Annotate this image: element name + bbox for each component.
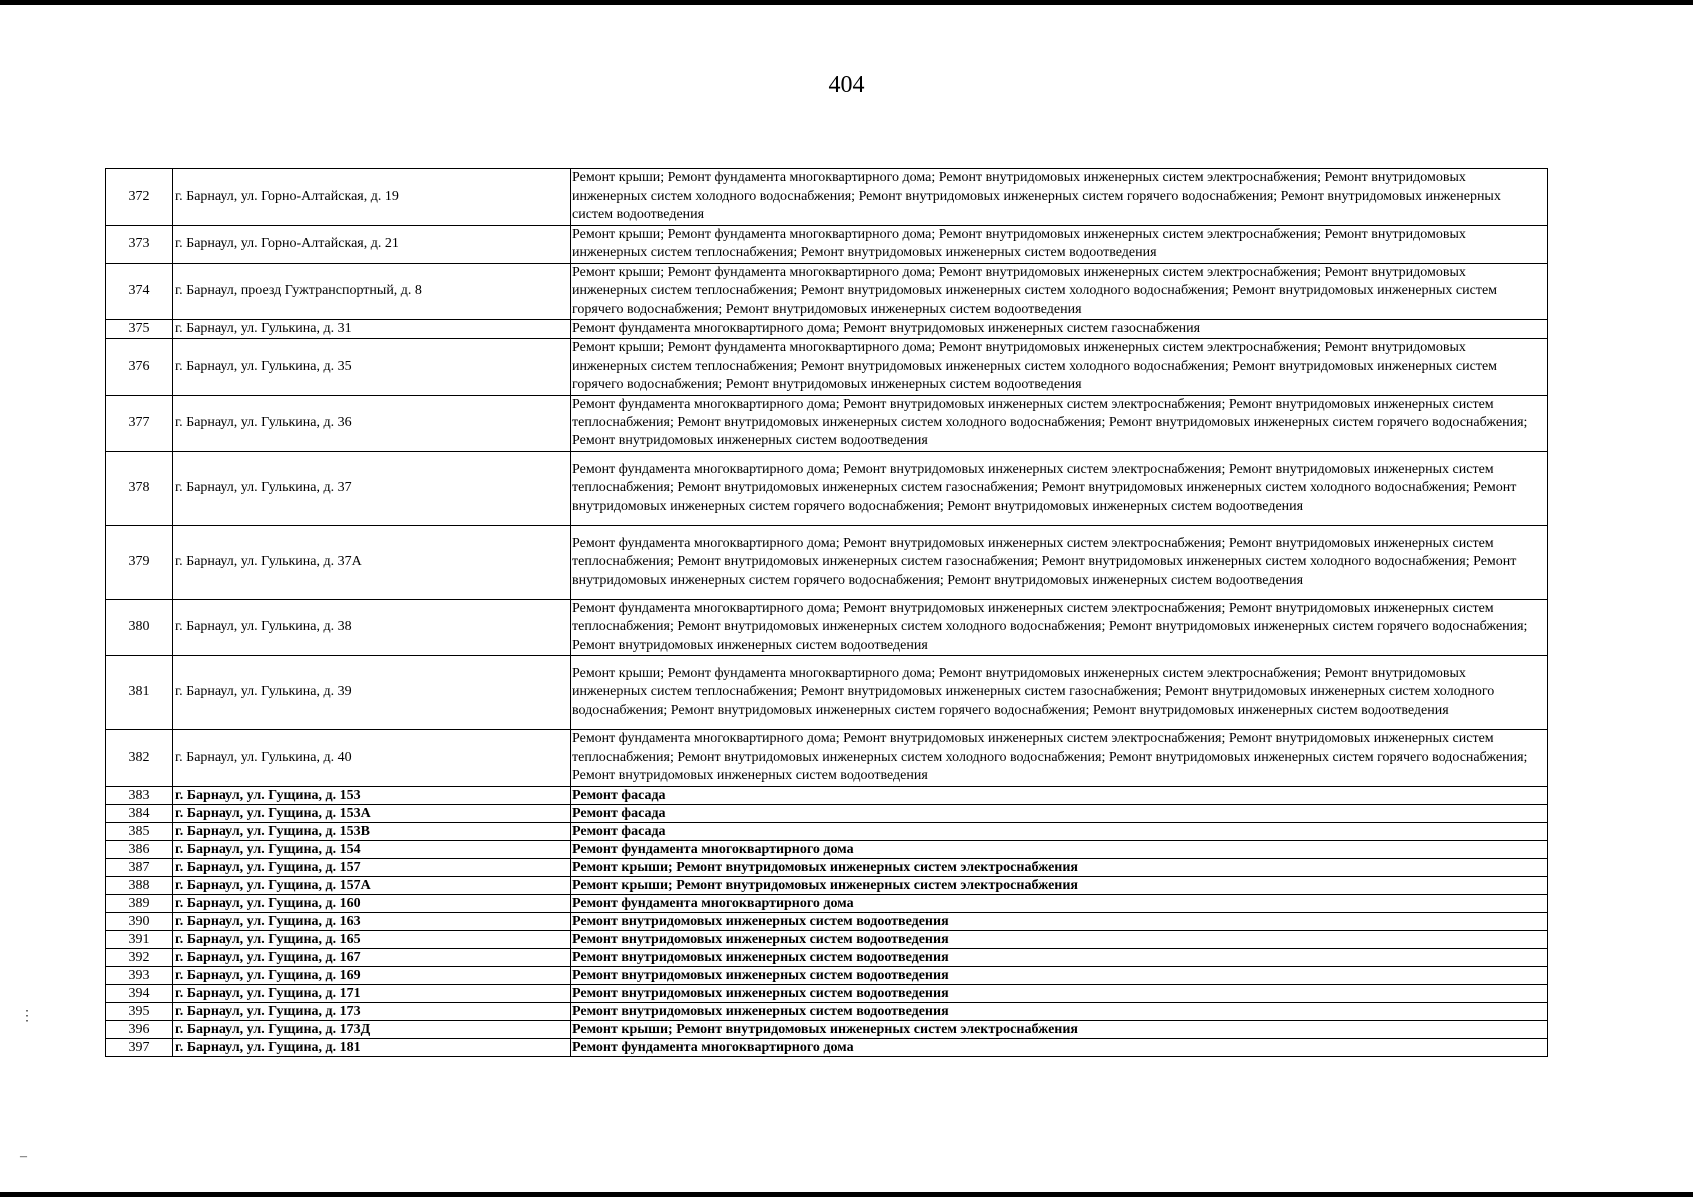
address-cell: г. Барнаул, ул. Гущина, д. 163 (173, 913, 571, 931)
row-number-cell: 386 (106, 841, 173, 859)
row-number-cell: 375 (106, 320, 173, 339)
work-description-cell: Ремонт крыши; Ремонт фундамента многоквартирного дома; Ремонт внутридомовых инженерных систем электроснабжения; Ремонт внутридомовых инженерных систем теплоснабжения; Ремонт внутридомовых инженерных систем холодного водоснабжения; Ремонт внутридомовых инженерных систем горячего водоснабжения; Ремонт внутридомовых инженерных систем водоотведения (571, 339, 1548, 395)
address-cell: г. Барнаул, ул. Гущина, д. 171 (173, 985, 571, 1003)
address-cell: г. Барнаул, ул. Гущина, д. 157 (173, 859, 571, 877)
row-number-cell: 373 (106, 226, 173, 264)
row-number-cell: 392 (106, 949, 173, 967)
work-description-cell: Ремонт фундамента многоквартирного дома (571, 895, 1548, 913)
row-number-cell: 383 (106, 787, 173, 805)
address-cell: г. Барнаул, проезд Гужтранспортный, д. 8 (173, 263, 571, 319)
row-number-cell: 382 (106, 730, 173, 787)
work-description-cell: Ремонт крыши; Ремонт фундамента многоквартирного дома; Ремонт внутридомовых инженерных систем электроснабжения; Ремонт внутридомовых инженерных систем холодного водоснабжения; Ремонт внутридомовых инженерных систем горячего водоснабжения; Ремонт внутридомовых инженерных систем водоотведения (571, 169, 1548, 226)
work-description-cell: Ремонт внутридомовых инженерных систем водоотведения (571, 1003, 1548, 1021)
table-row (106, 226, 1548, 264)
table-row (106, 599, 1548, 655)
table-row (106, 895, 1548, 913)
row-number-cell: 390 (106, 913, 173, 931)
address-cell: г. Барнаул, ул. Гущина, д. 169 (173, 967, 571, 985)
address-cell: г. Барнаул, ул. Гущина, д. 173 (173, 1003, 571, 1021)
work-description-cell: Ремонт фундамента многоквартирного дома (571, 1039, 1548, 1057)
table-row (106, 169, 1548, 226)
work-description-cell: Ремонт крыши; Ремонт фундамента многоквартирного дома; Ремонт внутридомовых инженерных систем электроснабжения; Ремонт внутридомовых инженерных систем теплоснабжения; Ремонт внутридомовых инженерных систем газоснабжения; Ремонт внутридомовых инженерных систем холодного водоснабжения; Ремонт внутридомовых инженерных систем горячего водоснабжения; Ремонт внутридомовых инженерных систем водоотведения (571, 656, 1548, 730)
top-rule (0, 0, 1693, 5)
address-cell: г. Барнаул, ул. Гущина, д. 157А (173, 877, 571, 895)
work-description-cell: Ремонт фасада (571, 805, 1548, 823)
table-row (106, 1039, 1548, 1057)
address-cell: г. Барнаул, ул. Гущина, д. 165 (173, 931, 571, 949)
work-description-cell: Ремонт фундамента многоквартирного дома (571, 841, 1548, 859)
work-description-cell: Ремонт фундамента многоквартирного дома; Ремонт внутридомовых инженерных систем электроснабжения; Ремонт внутридомовых инженерных систем теплоснабжения; Ремонт внутридомовых инженерных систем газоснабжения; Ремонт внутридомовых инженерных систем холодного водоснабжения; Ремонт внутридомовых инженерных систем горячего водоснабжения; Ремонт внутридомовых инженерных систем водоотведения (571, 525, 1548, 599)
table-row (106, 949, 1548, 967)
address-cell: г. Барнаул, ул. Горно-Алтайская, д. 19 (173, 169, 571, 226)
table-row (106, 931, 1548, 949)
address-cell: г. Барнаул, ул. Горно-Алтайская, д. 21 (173, 226, 571, 264)
table-row (106, 730, 1548, 787)
address-cell: г. Барнаул, ул. Гущина, д. 167 (173, 949, 571, 967)
row-number-cell: 378 (106, 451, 173, 525)
table-row (106, 913, 1548, 931)
table-row (106, 823, 1548, 841)
address-cell: г. Барнаул, ул. Гулькина, д. 35 (173, 339, 571, 395)
row-number-cell: 389 (106, 895, 173, 913)
table-row (106, 339, 1548, 395)
table-row (106, 787, 1548, 805)
margin-mark: ⋮ (20, 1009, 34, 1024)
work-description-cell: Ремонт внутридомовых инженерных систем водоотведения (571, 967, 1548, 985)
row-number-cell: 387 (106, 859, 173, 877)
work-description-cell: Ремонт внутридомовых инженерных систем водоотведения (571, 931, 1548, 949)
address-cell: г. Барнаул, ул. Гулькина, д. 38 (173, 599, 571, 655)
row-number-cell: 391 (106, 931, 173, 949)
work-description-cell: Ремонт крыши; Ремонт внутридомовых инженерных систем электроснабжения (571, 859, 1548, 877)
address-cell: г. Барнаул, ул. Гущина, д. 173Д (173, 1021, 571, 1039)
table-row (106, 877, 1548, 895)
work-description-cell: Ремонт фундамента многоквартирного дома; Ремонт внутридомовых инженерных систем электроснабжения; Ремонт внутридомовых инженерных систем теплоснабжения; Ремонт внутридомовых инженерных систем газоснабжения; Ремонт внутридомовых инженерных систем холодного водоснабжения; Ремонт внутридомовых инженерных систем горячего водоснабжения; Ремонт внутридомовых инженерных систем водоотведения (571, 451, 1548, 525)
row-number-cell: 377 (106, 395, 173, 451)
table-row (106, 451, 1548, 525)
address-cell: г. Барнаул, ул. Гулькина, д. 37 (173, 451, 571, 525)
row-number-cell: 380 (106, 599, 173, 655)
table-row (106, 985, 1548, 1003)
work-description-cell: Ремонт крыши; Ремонт внутридомовых инженерных систем электроснабжения (571, 877, 1548, 895)
work-description-cell: Ремонт внутридомовых инженерных систем водоотведения (571, 913, 1548, 931)
work-description-cell: Ремонт крыши; Ремонт фундамента многоквартирного дома; Ремонт внутридомовых инженерных систем электроснабжения; Ремонт внутридомовых инженерных систем теплоснабжения; Ремонт внутридомовых инженерных систем водоотведения (571, 226, 1548, 264)
address-cell: г. Барнаул, ул. Гулькина, д. 39 (173, 656, 571, 730)
table-body (106, 169, 1548, 1057)
row-number-cell: 394 (106, 985, 173, 1003)
address-cell: г. Барнаул, ул. Гулькина, д. 37А (173, 525, 571, 599)
address-cell: г. Барнаул, ул. Гулькина, д. 40 (173, 730, 571, 787)
address-cell: г. Барнаул, ул. Гущина, д. 153В (173, 823, 571, 841)
margin-mark: – (20, 1149, 27, 1164)
table-row (106, 263, 1548, 319)
row-number-cell: 393 (106, 967, 173, 985)
work-description-cell: Ремонт внутридомовых инженерных систем водоотведения (571, 985, 1548, 1003)
work-description-cell: Ремонт крыши; Ремонт фундамента многоквартирного дома; Ремонт внутридомовых инженерных систем электроснабжения; Ремонт внутридомовых инженерных систем теплоснабжения; Ремонт внутридомовых инженерных систем холодного водоснабжения; Ремонт внутридомовых инженерных систем горячего водоснабжения; Ремонт внутридомовых инженерных систем водоотведения (571, 263, 1548, 319)
row-number-cell: 381 (106, 656, 173, 730)
row-number-cell: 396 (106, 1021, 173, 1039)
row-number-cell: 395 (106, 1003, 173, 1021)
table-row (106, 525, 1548, 599)
address-cell: г. Барнаул, ул. Гущина, д. 153 (173, 787, 571, 805)
table-row (106, 656, 1548, 730)
table-row (106, 1021, 1548, 1039)
page-number: 404 (828, 72, 865, 98)
table-row (106, 967, 1548, 985)
row-number-cell: 376 (106, 339, 173, 395)
table-row (106, 1003, 1548, 1021)
table-row (106, 320, 1548, 339)
work-description-cell: Ремонт фундамента многоквартирного дома; Ремонт внутридомовых инженерных систем электроснабжения; Ремонт внутридомовых инженерных систем теплоснабжения; Ремонт внутридомовых инженерных систем холодного водоснабжения; Ремонт внутридомовых инженерных систем горячего водоснабжения; Ремонт внутридомовых инженерных систем водоотведения (571, 730, 1548, 787)
table-row (106, 805, 1548, 823)
row-number-cell: 385 (106, 823, 173, 841)
row-number-cell: 379 (106, 525, 173, 599)
row-number-cell: 384 (106, 805, 173, 823)
row-number-cell: 372 (106, 169, 173, 226)
work-description-cell: Ремонт фундамента многоквартирного дома; Ремонт внутридомовых инженерных систем электроснабжения; Ремонт внутридомовых инженерных систем теплоснабжения; Ремонт внутридомовых инженерных систем холодного водоснабжения; Ремонт внутридомовых инженерных систем горячего водоснабжения; Ремонт внутридомовых инженерных систем водоотведения (571, 395, 1548, 451)
work-description-cell: Ремонт фундамента многоквартирного дома; Ремонт внутридомовых инженерных систем электроснабжения; Ремонт внутридомовых инженерных систем теплоснабжения; Ремонт внутридомовых инженерных систем холодного водоснабжения; Ремонт внутридомовых инженерных систем горячего водоснабжения; Ремонт внутридомовых инженерных систем водоотведения (571, 599, 1548, 655)
row-number-cell: 397 (106, 1039, 173, 1057)
work-description-cell: Ремонт крыши; Ремонт внутридомовых инженерных систем электроснабжения (571, 1021, 1548, 1039)
work-description-cell: Ремонт внутридомовых инженерных систем водоотведения (571, 949, 1548, 967)
address-cell: г. Барнаул, ул. Гущина, д. 160 (173, 895, 571, 913)
address-cell: г. Барнаул, ул. Гулькина, д. 36 (173, 395, 571, 451)
work-description-cell: Ремонт фасада (571, 787, 1548, 805)
address-cell: г. Барнаул, ул. Гулькина, д. 31 (173, 320, 571, 339)
address-cell: г. Барнаул, ул. Гущина, д. 153А (173, 805, 571, 823)
table-row (106, 841, 1548, 859)
address-cell: г. Барнаул, ул. Гущина, д. 181 (173, 1039, 571, 1057)
table-row (106, 859, 1548, 877)
work-description-cell: Ремонт фундамента многоквартирного дома; Ремонт внутридомовых инженерных систем газоснабжения (571, 320, 1548, 339)
work-description-cell: Ремонт фасада (571, 823, 1548, 841)
table-row (106, 395, 1548, 451)
bottom-rule (0, 1192, 1693, 1197)
address-cell: г. Барнаул, ул. Гущина, д. 154 (173, 841, 571, 859)
row-number-cell: 388 (106, 877, 173, 895)
row-number-cell: 374 (106, 263, 173, 319)
repair-table (105, 168, 1548, 1057)
